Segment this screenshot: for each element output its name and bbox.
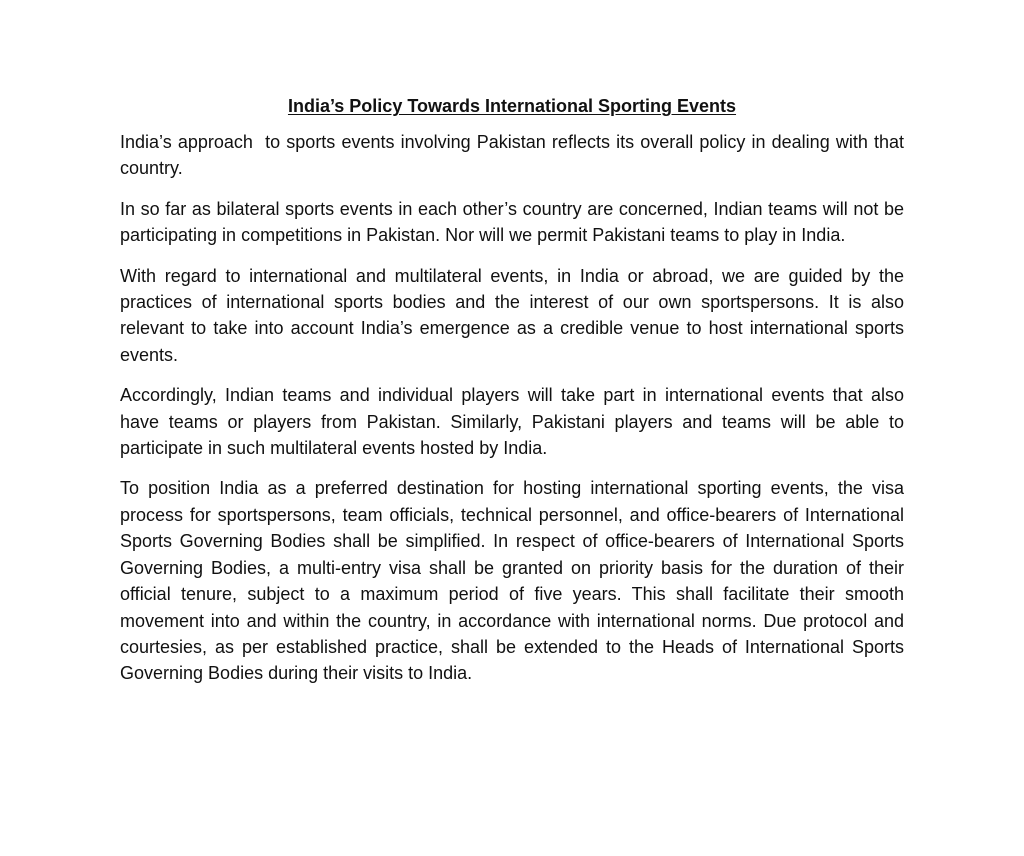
paragraph-bilateral-events: In so far as bilateral sports events in each other’s country are concerned, Indian teams will not be participating in competitions in Pakistan. Nor will we permit Pakistani teams to play in India. [120, 198, 904, 246]
document-title: India’s Policy Towards International Sporting Events [287, 96, 737, 116]
paragraph-visa-policy: To position India as a preferred destination for hosting international sporting events, the visa process for sportspersons, team officials, technical personnel, and office-bearers of International Sports Governing Bodies shall be simplified. In respect of office-bearers of International Sports Governing Bodies, a multi-entry visa shall be granted on priority basis for the duration of their official tenure, subject to a maximum period of five years. This shall facilitate their smooth movement into and within the country, in accordance with international norms. Due protocol and courtesies, as per established practice, shall be extended to the Heads of International Sports Governing Bodies during their visits to India. [120, 478, 904, 684]
paragraph-approach: India’s approach to sports events involving Pakistan reflects its overall policy in dealing with that country. [120, 132, 910, 179]
paragraph-participation: Accordingly, Indian teams and individual players will take part in international events that also have teams or players from Pakistan. Similarly, Pakistani players and teams will be able to participate in such multilateral events hosted by India. [120, 385, 904, 459]
paragraph-multilateral-events: With regard to international and multilateral events, in India or abroad, we are guided by the practices of international sports bodies and the interest of our own sportspersons. It is also relevant to take into account India’s emergence as a credible venue to host international sports events. [120, 265, 904, 365]
document-page [120, 93, 910, 701]
